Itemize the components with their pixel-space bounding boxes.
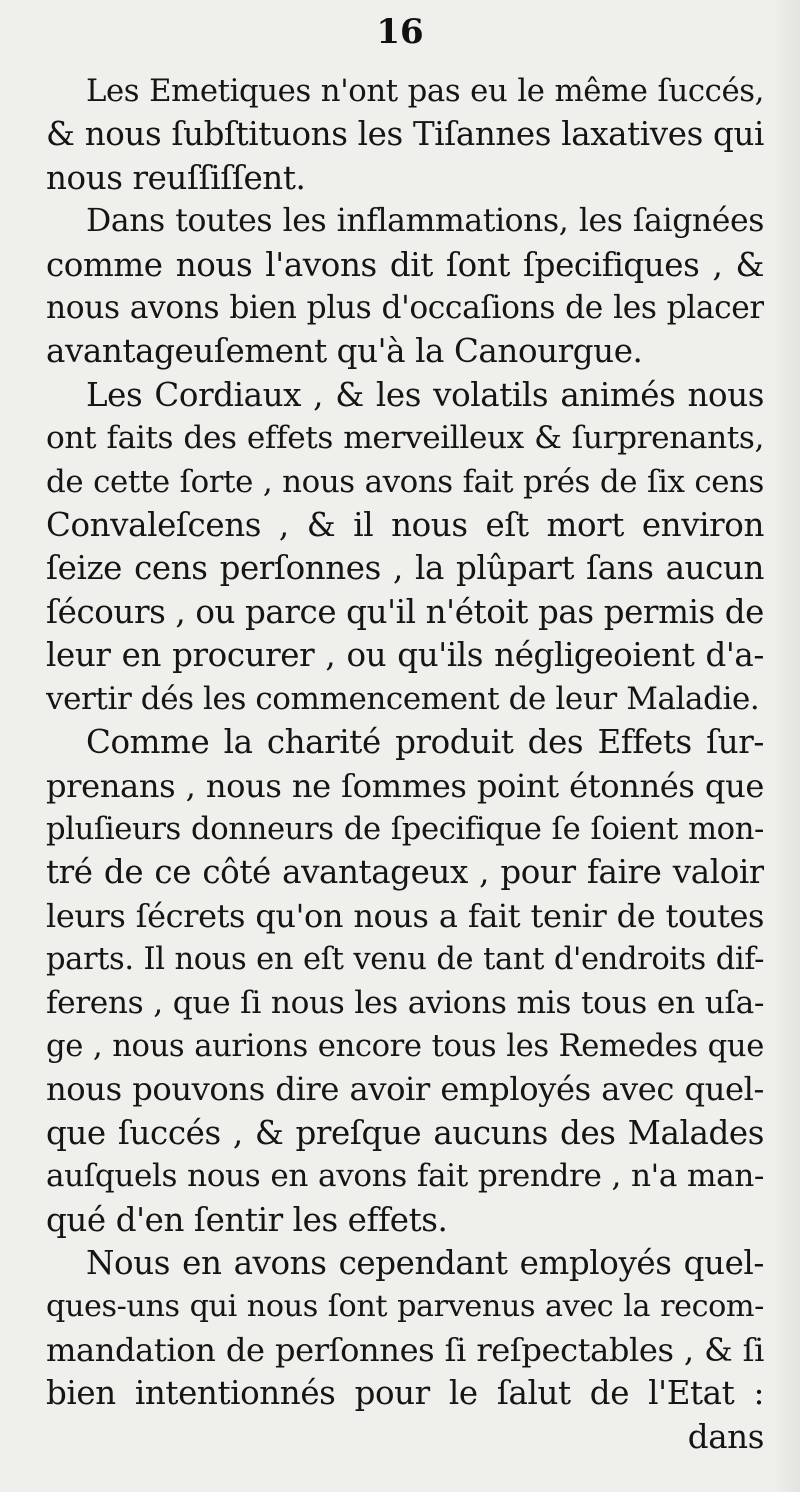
text-line: ge , nous aurions encore tous les Remedes que xyxy=(46,1028,764,1064)
text-line: Nous en avons cependant employés quel- xyxy=(86,1243,764,1282)
text-line: bien intentionnés pour le ſalut de l'Etat : xyxy=(46,1374,764,1413)
text-line: vertir dés les commencement de leur Maladie. xyxy=(46,680,760,717)
page-number: 16 xyxy=(376,12,424,52)
text-line: mandation de perſonnes ſi reſpectables , & ſi xyxy=(46,1330,764,1369)
paragraph-1 xyxy=(46,70,764,200)
text-line: nous reuſſiſſent. xyxy=(46,158,306,197)
text-line: auſquels nous en avons fait prendre , n'a man- xyxy=(46,1158,764,1195)
paragraph-4 xyxy=(46,721,764,1242)
text-line: prenans , nous ne ſommes point étonnés que xyxy=(46,766,764,805)
text-line: de cette ſorte , nous avons fait prés de ſix cens xyxy=(46,463,764,500)
text-line: Dans toutes les inflammations, les ſaignées xyxy=(86,203,764,240)
text-line: Les Cordiaux , & les volatils animés nous xyxy=(86,375,764,414)
text-line: parts. Il nous en eſt venu de tant d'endroits dif- xyxy=(46,942,764,978)
paragraph-3 xyxy=(46,374,764,721)
paragraph-5 xyxy=(46,1242,764,1416)
text-line: que ſuccés , & preſque aucuns des Malades xyxy=(46,1113,764,1152)
text-line: nous avons bien plus d'occaſions de les placer xyxy=(46,290,764,327)
text-line: pluſieurs donneurs de ſpecifique ſe ſoient mon- xyxy=(46,811,764,847)
text-line: leur en procurer , ou qu'ils négligeoient d'a- xyxy=(46,636,764,675)
text-line: tré de ce côté avantageux , pour faire valoir xyxy=(46,853,764,892)
text-line: leurs ſécrets qu'on nous a fait tenir de toutes xyxy=(46,896,764,935)
text-line: Comme la charité produit des Effets ſur- xyxy=(86,723,764,762)
text-line: & nous ſubſtituons les Tiſannes laxatives qui xyxy=(46,115,764,154)
text-line: ont faits des effets merveilleux & ſurprenants, xyxy=(46,420,764,457)
text-line: ſeize cens perſonnes , la plûpart ſans aucun xyxy=(46,549,764,588)
paragraph-2 xyxy=(46,200,764,374)
text-line: ſécours , ou parce qu'il n'étoit pas permis de xyxy=(46,592,764,631)
text-line: nous pouvons dire avoir employés avec quel- xyxy=(46,1070,764,1109)
text-line: Convaleſcens , & il nous eſt mort environ xyxy=(46,506,764,545)
text-line: ques-uns qui nous ſont parvenus avec la recom- xyxy=(46,1289,764,1325)
page-edge-shadow xyxy=(772,0,800,1492)
catchword: dans xyxy=(687,1417,764,1456)
body-text xyxy=(46,70,764,1459)
text-line: ferens , que ſi nous les avions mis tous en uſa- xyxy=(46,984,764,1021)
text-line: avantageuſement qu'à la Canourgue. xyxy=(46,332,643,371)
text-line: qué d'en ſentir les effets. xyxy=(46,1200,448,1239)
text-line: comme nous l'avons dit ſont ſpecifiques , & xyxy=(46,245,764,284)
text-line: Les Emetiques n'ont pas eu le même ſuccés, xyxy=(86,73,764,109)
